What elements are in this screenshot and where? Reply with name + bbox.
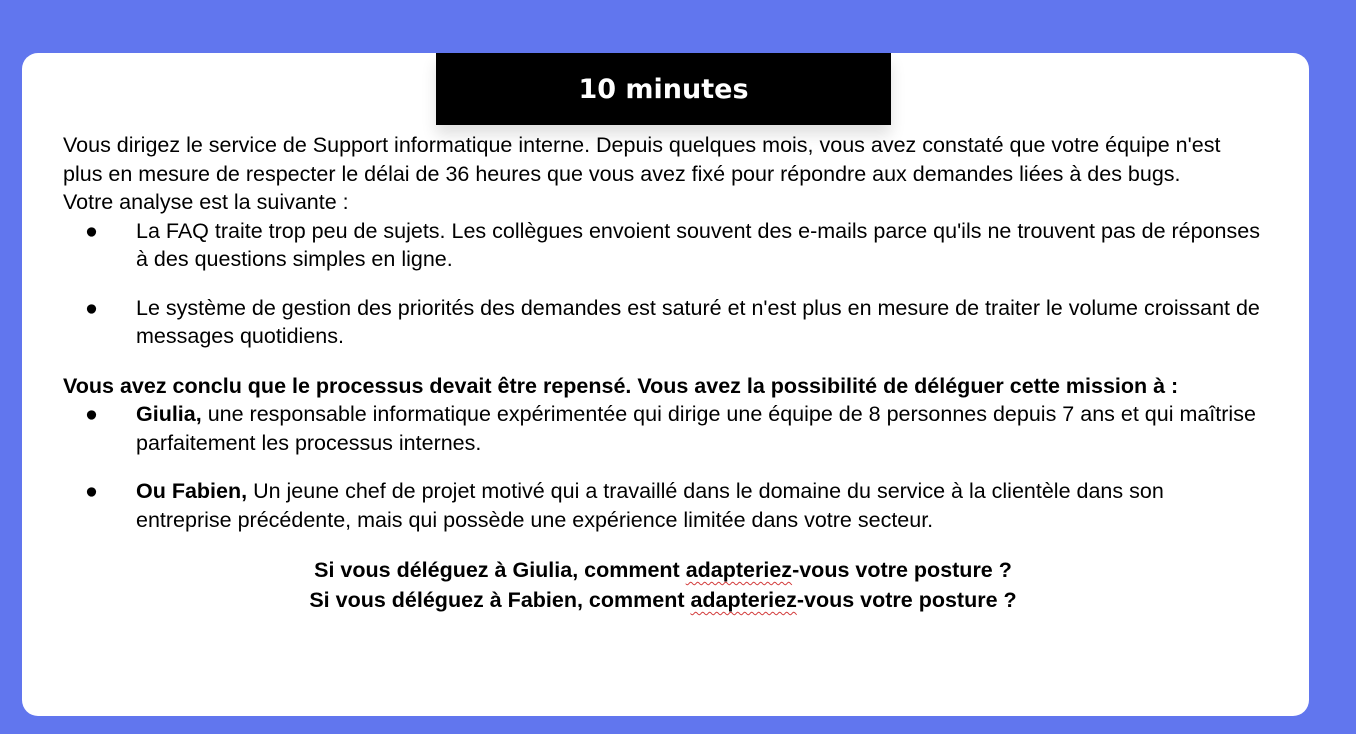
list-item (63, 477, 1263, 534)
conclusion-text: Vous avez conclu que le processus devait être repensé. Vous avez la possibilité de déléguer cette mission à : (63, 373, 1179, 398)
slide-card (22, 53, 1309, 716)
bullet-icon: ● (85, 295, 98, 320)
intro-paragraph: Vous dirigez le service de Support informatique interne. Depuis quelques mois, vous avez constaté que votre équipe n'est plus en mesure de respecter le délai de 36 heures que vous avez fixé pour répondre aux demandes liées à des bugs. (63, 133, 1221, 186)
spellcheck-word: adapteriez (685, 558, 793, 582)
candidate-name: Ou Fabien, (136, 479, 248, 503)
question-line: Si vous déléguez à Giulia, comment adapteriez-vous votre posture ? (314, 558, 1012, 582)
list-item (63, 294, 1263, 351)
analysis-heading: Votre analyse est la suivante : (63, 190, 349, 214)
candidates-list (63, 400, 1263, 534)
candidate-name: Giulia, (136, 402, 202, 426)
candidate-description: une responsable informatique expérimentée qui dirige une équipe de 8 personnes depuis 7 ans et qui maîtrise parfaitement les processus internes. (136, 402, 1256, 455)
timer-label: 10 minutes (578, 73, 749, 105)
list-item (63, 400, 1263, 457)
slide-content (63, 131, 1263, 615)
analysis-point-text: Le système de gestion des priorités des demandes est saturé et n'est plus en mesure de traiter le volume croissant de messages quotidiens. (136, 295, 1260, 348)
analysis-list (63, 217, 1263, 351)
bullet-icon: ● (85, 218, 98, 243)
timer-banner (436, 53, 891, 125)
bullet-icon: ● (85, 402, 98, 426)
list-item (63, 217, 1263, 274)
bullet-icon: ● (85, 479, 98, 503)
analysis-point-text: La FAQ traite trop peu de sujets. Les collègues envoient souvent des e-mails parce qu'ils ne trouvent pas de réponses à des questions simples en ligne. (136, 218, 1260, 271)
questions-block (63, 555, 1263, 615)
question-line: Si vous déléguez à Fabien, comment adapteriez-vous votre posture ? (309, 588, 1017, 612)
spellcheck-word: adapteriez (690, 588, 797, 612)
candidate-description: Un jeune chef de projet motivé qui a travaillé dans le domaine du service à la clientèle dans son entreprise précédente, mais qui possède une expérience limitée dans votre secteur. (136, 479, 1164, 532)
